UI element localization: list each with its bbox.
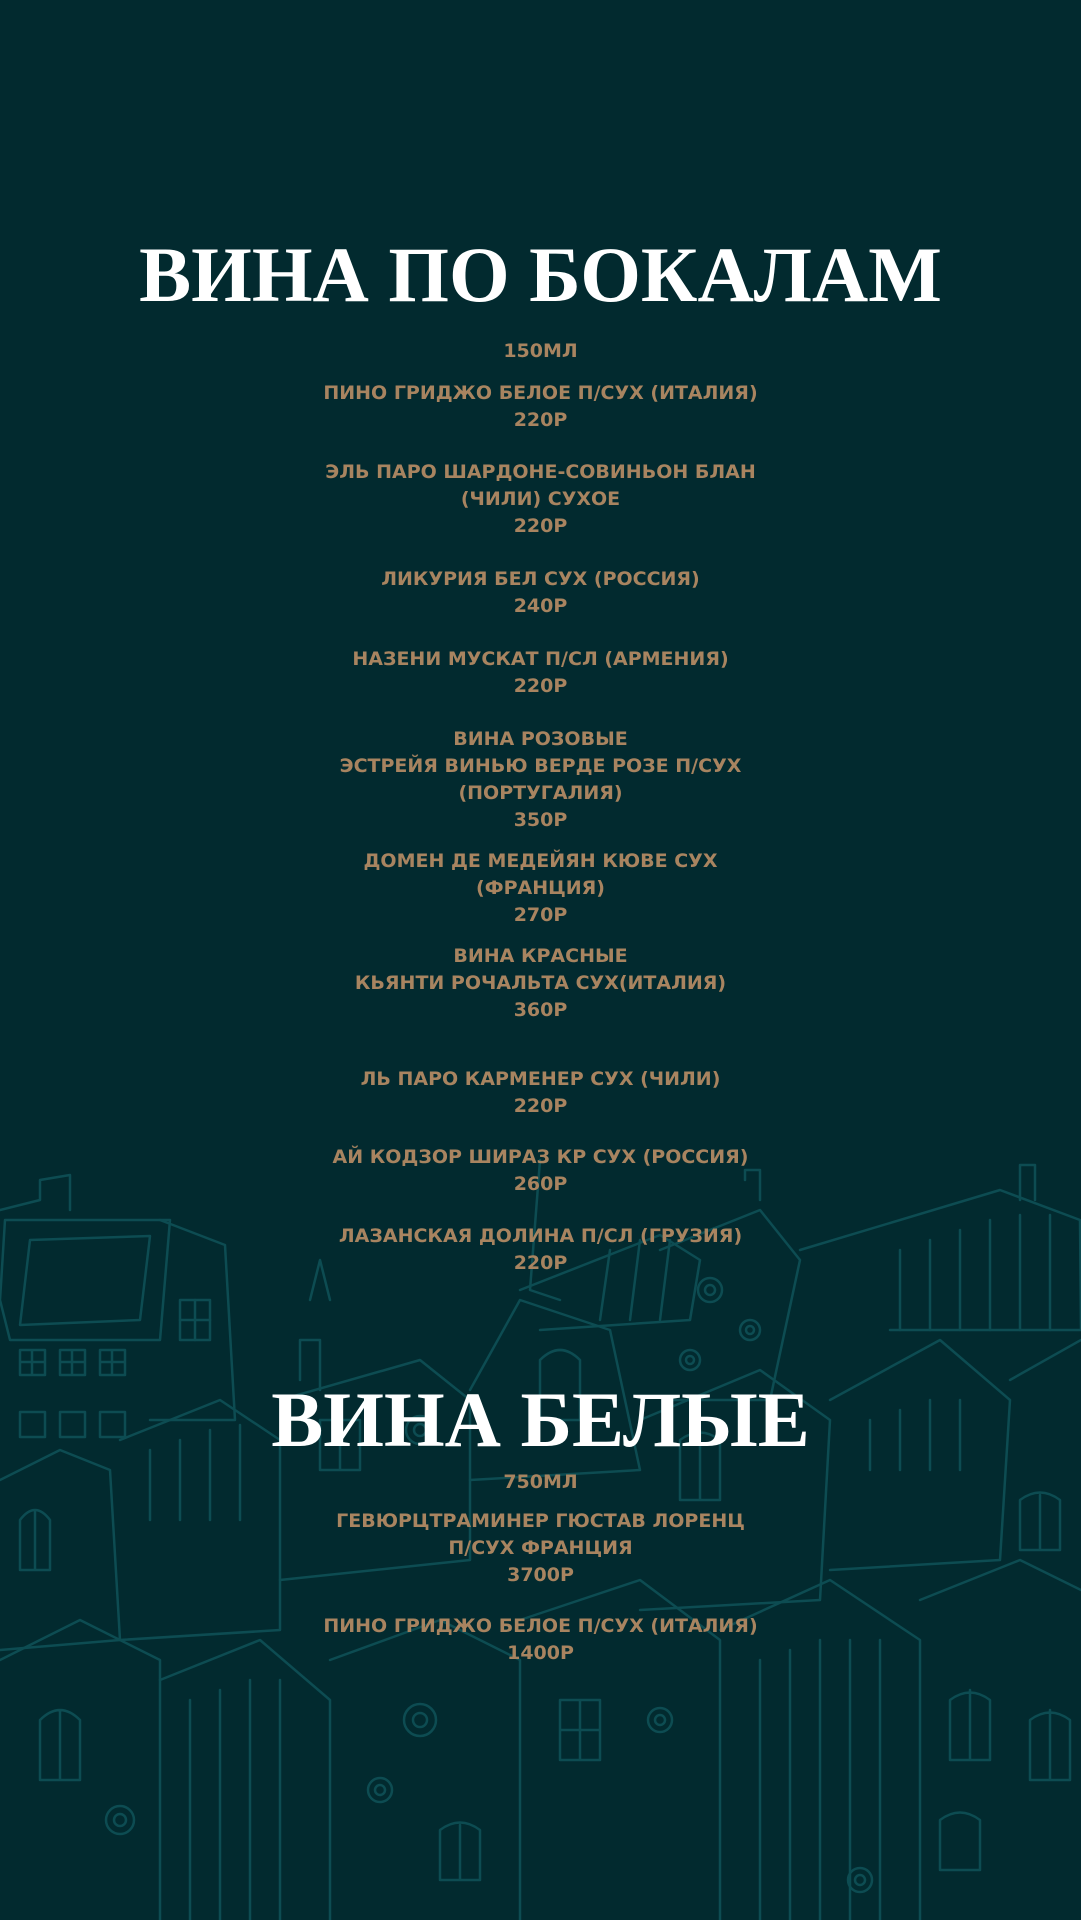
category-label: ВИНА РОЗОВЫЕ — [453, 728, 628, 750]
menu-item-carmenere — [0, 1066, 1081, 1120]
volume-text: 150МЛ — [503, 340, 578, 362]
volume-text: 750МЛ — [503, 1471, 578, 1493]
item-name: ЛЬ ПАРО КАРМЕНЕР СУХ (ЧИЛИ) — [360, 1068, 721, 1090]
category-label: ВИНА КРАСНЫЕ — [453, 945, 628, 967]
item-price: 240Р — [513, 595, 568, 617]
item-name: ДОМЕН ДЕ МЕДЕЙЯН КЮВЕ СУХ — [363, 850, 718, 872]
item-price: 1400Р — [507, 1642, 574, 1664]
menu-item-el-paro-chardonnay — [0, 459, 1081, 540]
item-price: 360Р — [513, 999, 568, 1021]
item-name-cont: (ПОРТУГАЛИЯ) — [458, 782, 623, 804]
item-price: 220Р — [513, 675, 568, 697]
item-name: ЛИКУРИЯ БЕЛ СУХ (РОССИЯ) — [381, 568, 700, 590]
item-name: КЬЯНТИ РОЧАЛЬТА СУХ(ИТАЛИЯ) — [354, 972, 727, 994]
item-price: 220Р — [513, 409, 568, 431]
volume-label-150ml — [0, 338, 1081, 365]
item-price: 3700Р — [507, 1564, 574, 1586]
menu-item-gewurztraminer — [0, 1508, 1081, 1589]
item-name: ГЕВЮРЦТРАМИНЕР ГЮСТАВ ЛОРЕНЦ — [336, 1510, 745, 1532]
item-name-cont: П/СУХ ФРАНЦИЯ — [448, 1537, 633, 1559]
menu-item-pinot-grigio-bottle — [0, 1613, 1081, 1667]
section-title-white-wines: ВИНА БЕЛЫЕ — [271, 1376, 810, 1463]
item-name-cont: (ФРАНЦИЯ) — [476, 877, 605, 899]
item-name: НАЗЕНИ МУСКАТ П/СЛ (АРМЕНИЯ) — [352, 648, 729, 670]
volume-label-750ml — [0, 1469, 1081, 1496]
item-price: 270Р — [513, 904, 568, 926]
menu-item-rose-estreya — [0, 726, 1081, 834]
item-price: 220Р — [513, 1252, 568, 1274]
item-name: ЛАЗАНСКАЯ ДОЛИНА П/СЛ (ГРУЗИЯ) — [338, 1225, 743, 1247]
menu-item-pinot-grigio-glass — [0, 380, 1081, 434]
item-price: 260Р — [513, 1173, 568, 1195]
item-name: ЭСТРЕЙЯ ВИНЬЮ ВЕРДЕ РОЗЕ П/СУХ — [339, 755, 742, 777]
menu-item-ai-kodzor-shiraz — [0, 1144, 1081, 1198]
item-name-cont: (ЧИЛИ) СУХОЕ — [460, 488, 621, 510]
menu-item-likuria — [0, 566, 1081, 620]
item-name: АЙ КОДЗОР ШИРАЗ КР СУХ (РОССИЯ) — [332, 1146, 749, 1168]
item-price: 220Р — [513, 1095, 568, 1117]
section-title-wines-by-glass: ВИНА ПО БОКАЛАМ — [139, 231, 942, 318]
item-name: ЭЛЬ ПАРО ШАРДОНЕ-СОВИНЬОН БЛАН — [325, 461, 756, 483]
item-name: ПИНО ГРИДЖО БЕЛОЕ П/СУХ (ИТАЛИЯ) — [323, 382, 758, 404]
item-price: 220Р — [513, 515, 568, 537]
menu-item-chianti — [0, 943, 1081, 1024]
item-price: 350Р — [513, 809, 568, 831]
menu-item-domaine-medeillan — [0, 848, 1081, 929]
menu-item-nazeni-muscat — [0, 646, 1081, 700]
menu-item-alazani-valley — [0, 1223, 1081, 1277]
item-name: ПИНО ГРИДЖО БЕЛОЕ П/СУХ (ИТАЛИЯ) — [323, 1615, 758, 1637]
